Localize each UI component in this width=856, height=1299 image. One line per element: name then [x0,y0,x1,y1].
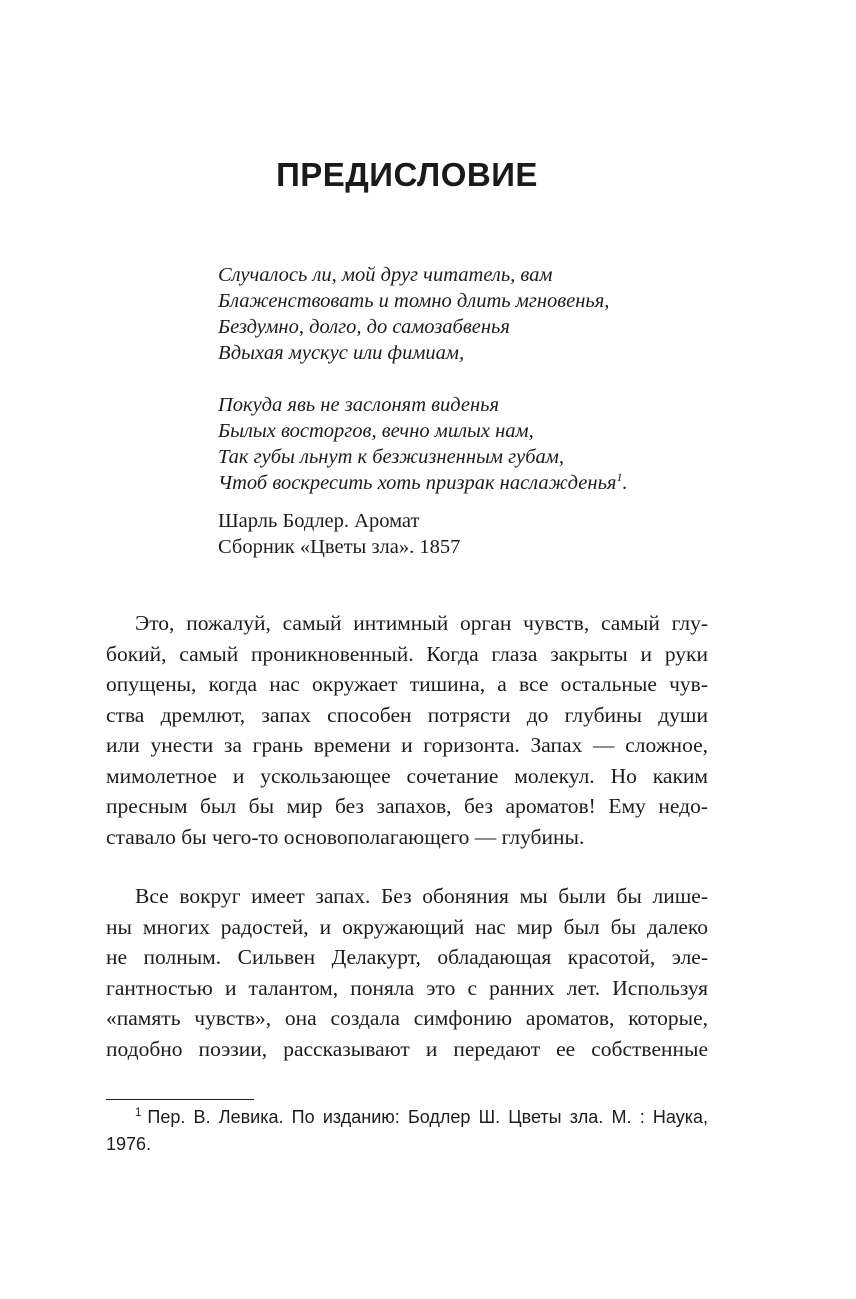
text-line: ставало бы чего-то основополагающего — глубины. [106,824,585,849]
page-title: ПРЕДИСЛОВИЕ [276,156,538,193]
text-line: бокий, самый проникновенный. Когда глаза закрыты и руки [106,641,708,666]
verse-line: Блаженствовать и томно длить мгновенья, [218,290,610,312]
text-line: не полным. Сильвен Делакурт, обладающая красотой, эле- [106,945,708,969]
text-line: Все вокруг имеет запах. Без обоняния мы были бы лише- [135,884,708,908]
verse-line: Случалось ли, мой друг читатель, вам [218,264,553,286]
footnote-line [106,1104,708,1131]
attribution-source: Сборник «Цветы зла». 1857 [218,536,461,558]
footnote-divider [106,1099,254,1100]
verse-line: Былых восторгов, вечно милых нам, [218,420,534,442]
footnote-line: 1976. [106,1134,152,1154]
text-line: «память чувств», она создала симфонию ароматов, которые, [106,1006,708,1030]
verse-line: Покуда явь не заслонят виденья [218,394,500,416]
verse-line-text: Чтоб воскресить хоть призрак наслажденья [218,472,617,494]
text-line: подобно поэзии, рассказывают и передают ее собственные [106,1036,708,1061]
epigraph [218,262,738,560]
attribution-author: Шарль Бодлер. Аромат [218,510,420,532]
text-line: Это, пожалуй, самый интимный орган чувств, самый глу- [135,611,708,635]
body-text [106,608,708,1064]
text-line: гантностью и талантом, поняла это с ранних лет. Используя [106,975,708,1000]
footnote [106,1104,708,1158]
footnote-text: Пер. В. Левика. По изданию: Бодлер Ш. Цветы зла. М. : Наука, [147,1107,708,1127]
text-line: ства дремлют, запах способен потрясти до глубины души [106,702,708,727]
footnote-number: 1 [135,1107,142,1119]
epigraph-attribution [218,508,738,560]
text-line: опущены, когда нас окружает тишина, а все остальные чув- [106,672,708,696]
footnote-reference: 1 [616,470,623,485]
text-line: ны многих радостей, и окружающий нас мир был бы далеко [106,914,708,939]
verse-line-period: . [622,472,628,494]
text-line: мимолетное и ускользающее сочетание молекул. Но каким [106,763,708,788]
paragraph-1 [106,608,708,852]
verse-line: Вдыхая мускус или фимиам, [218,342,465,364]
epigraph-stanza-1 [218,262,738,366]
text-line: или унести за грань времени и горизонта. Запах — сложное, [106,733,708,757]
verse-line: Так губы льнут к безжизненным губам, [218,446,564,468]
paragraph-2 [106,881,708,1064]
epigraph-stanza-2 [218,392,738,496]
verse-line-last [218,470,738,496]
text-line: пресным был бы мир без запахов, без ароматов! Ему недо- [106,794,708,818]
verse-line: Бездумно, долго, до самозабвенья [218,316,510,338]
